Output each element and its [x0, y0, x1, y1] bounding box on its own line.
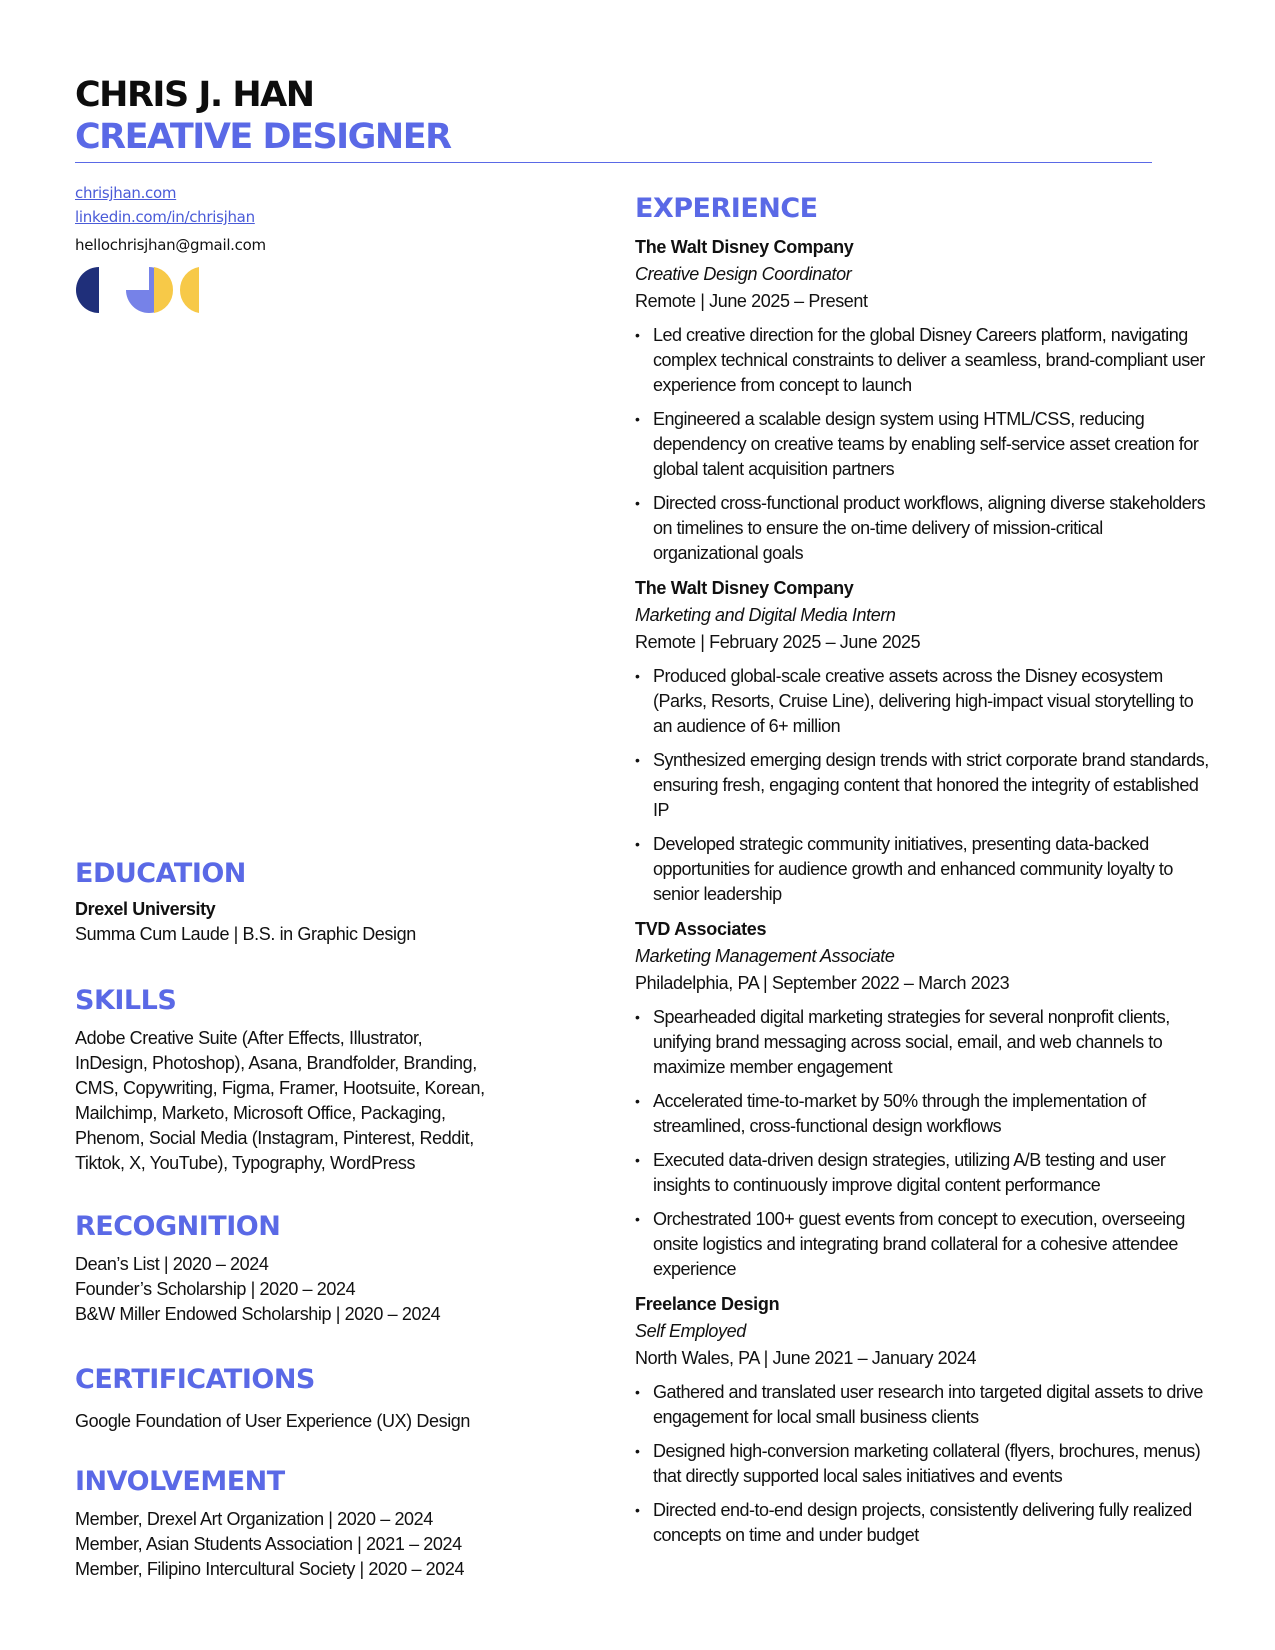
job-bullet: • Produced global-scale creative assets across the Disney ecosystem (Parks, Resorts, Cruise Line), delivering high-impact visual storytelling to an audience of 6+ million	[635, 664, 1210, 739]
name-heading: CHRIS J. HAN	[75, 75, 314, 115]
education-heading: EDUCATION	[75, 858, 246, 889]
resume-header	[75, 74, 451, 158]
job-bullet: • Designed high-conversion marketing collateral (flyers, brochures, menus) that directly supported local sales initiatives and events	[635, 1439, 1210, 1489]
job-title-heading: CREATIVE DESIGNER	[75, 117, 451, 157]
job-role: Marketing and Digital Media Intern	[635, 605, 896, 625]
job-bullets	[635, 323, 1210, 566]
email-text: hellochrisjhan@gmail.com	[75, 236, 266, 254]
job-bullet: • Engineered a scalable design system using HTML/CSS, reducing dependency on creative teams by enabling self-service asset creation for global talent acquisition partners	[635, 407, 1210, 482]
job-entry	[635, 1291, 1210, 1548]
job-company: Freelance Design	[635, 1294, 780, 1314]
logo-yellow-left-arc	[154, 267, 173, 313]
job-bullet: • Synthesized emerging design trends with strict corporate brand standards, ensuring fresh, engaging content that honored the integrity of established IP	[635, 748, 1210, 823]
job-bullet: • Gathered and translated user research into targeted digital assets to drive engagement for local small business clients	[635, 1380, 1210, 1430]
job-role: Marketing Management Associate	[635, 946, 895, 966]
job-location: Remote | February 2025 – June 2025	[635, 632, 921, 652]
logo-yellow-right-arc	[180, 267, 199, 313]
recognition-item: B&W Miller Endowed Scholarship | 2020 – 2024	[75, 1304, 441, 1324]
involvement-section	[75, 1465, 515, 1582]
skills-text: Adobe Creative Suite (After Effects, Illustrator, InDesign, Photoshop), Asana, Brandfolder, Branding, CMS, Copywriting, Figma, Framer, Hootsuite, Korean, Mailchimp, Marketo, Microsoft Office, Packaging, Phenom, Social Media (Instagram, Pinterest, Reddit, Tiktok, X, YouTube), Typography, WordPress	[75, 1028, 485, 1173]
job-bullet: • Accelerated time-to-market by 50% through the implementation of streamlined, cross-functional design workflows	[635, 1089, 1210, 1139]
involvement-item: Member, Drexel Art Organization | 2020 – 2024	[75, 1509, 433, 1529]
recognition-item: Dean’s List | 2020 – 2024	[75, 1254, 269, 1274]
job-bullet: • Directed cross-functional product workflows, aligning diverse stakeholders on timelines to ensure the on-time delivery of mission-critical organizational goals	[635, 491, 1210, 566]
job-location: Remote | June 2025 – Present	[635, 291, 868, 311]
job-entry	[635, 234, 1210, 566]
recognition-section	[75, 1210, 515, 1327]
recognition-heading: RECOGNITION	[75, 1211, 281, 1242]
job-role: Creative Design Coordinator	[635, 264, 852, 284]
skills-heading: SKILLS	[75, 985, 177, 1016]
job-bullet: • Led creative direction for the global Disney Careers platform, navigating complex technical constraints to deliver a seamless, brand-compliant user experience from concept to launch	[635, 323, 1210, 398]
job-bullet: • Executed data-driven design strategies, utilizing A/B testing and user insights to continuously improve digital content performance	[635, 1148, 1210, 1198]
job-entry	[635, 916, 1210, 1282]
certifications-section	[75, 1363, 515, 1434]
involvement-item: Member, Filipino Intercultural Society | 2020 – 2024	[75, 1559, 465, 1579]
header-divider	[75, 162, 1152, 163]
involvement-heading: INVOLVEMENT	[75, 1466, 285, 1497]
involvement-item: Member, Asian Students Association | 2021 – 2024	[75, 1534, 462, 1554]
job-bullets	[635, 1380, 1210, 1548]
job-bullets	[635, 1005, 1210, 1282]
linkedin-link[interactable]: linkedin.com/in/chrisjhan	[75, 208, 255, 226]
job-bullet: • Orchestrated 100+ guest events from concept to execution, overseeing onsite logistics and integrating brand collateral for a cohesive attendee experience	[635, 1207, 1210, 1282]
job-location: North Wales, PA | June 2021 – January 2024	[635, 1348, 977, 1368]
job-location: Philadelphia, PA | September 2022 – March 2023	[635, 973, 1010, 993]
contact-block	[75, 181, 266, 255]
education-section	[75, 857, 515, 947]
education-detail: Summa Cum Laude | B.S. in Graphic Design	[75, 924, 416, 944]
job-company: The Walt Disney Company	[635, 237, 854, 257]
certification-item: Google Foundation of User Experience (UX) Design	[75, 1411, 471, 1431]
experience-heading: EXPERIENCE	[635, 193, 818, 224]
job-company: The Walt Disney Company	[635, 578, 854, 598]
job-role: Self Employed	[635, 1321, 746, 1341]
certifications-heading: CERTIFICATIONS	[75, 1364, 315, 1395]
skills-section	[75, 984, 515, 1176]
personal-logo-icon	[75, 266, 201, 314]
job-bullet: • Developed strategic community initiatives, presenting data-backed opportunities for audience growth and enhanced community loyalty to senior leadership	[635, 832, 1210, 907]
logo-navy-half-circle	[76, 267, 99, 313]
job-bullets	[635, 664, 1210, 907]
job-bullet: • Directed end-to-end design projects, consistently delivering fully realized concepts on time and under budget	[635, 1498, 1210, 1548]
job-entry	[635, 575, 1210, 907]
experience-section	[635, 192, 1210, 1557]
recognition-item: Founder’s Scholarship | 2020 – 2024	[75, 1279, 356, 1299]
education-school: Drexel University	[75, 899, 216, 919]
job-company: TVD Associates	[635, 919, 767, 939]
website-link[interactable]: chrisjhan.com	[75, 184, 177, 202]
job-bullet: • Spearheaded digital marketing strategies for several nonprofit clients, unifying brand messaging across social, email, and web channels to maximize member engagement	[635, 1005, 1210, 1080]
